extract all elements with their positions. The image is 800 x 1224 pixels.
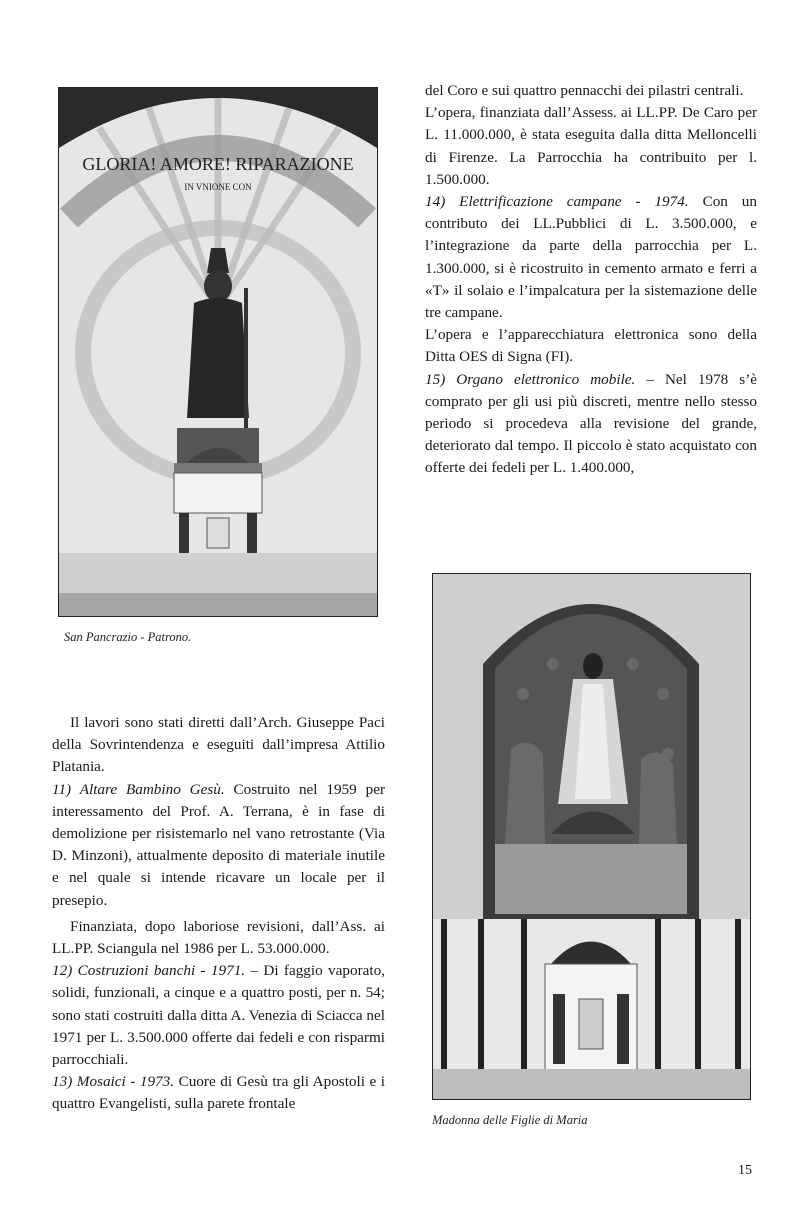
heading-banchi: 12) Costruzioni banchi - 1971. — [52, 962, 246, 980]
paragraph-opera-oes: L’opera e l’apparecchiatura elettronica sono della Ditta OES di Signa (FI). — [425, 326, 757, 366]
right-column-text — [425, 80, 757, 480]
heading-elettrificazione: 14) Elettrificazione campane - 1974. — [425, 193, 689, 211]
paragraph-altare: 11) Altare Bambino Gesù. Costruito nel 1959 per interessamento del Prof. A. Terrana, è in fase di demolizione per risistemarlo nel vano retrostante (Via D. Minzoni), attualmente deposito di materiale inutile e nel quale si intende ricavare un locale per il presepio. — [52, 780, 386, 909]
arch-subinscription: IN VNIONE CON — [184, 182, 252, 192]
heading-altare: 11) Altare Bambino Gesù. — [52, 780, 225, 798]
photo-madonna — [432, 573, 751, 1100]
paragraph-coro: del Coro e sui quattro pennacchi dei pilastri centrali. — [425, 82, 744, 99]
caption-san-pancrazio: San Pancrazio - Patrono. — [64, 630, 192, 644]
page-number: 15 — [738, 1163, 752, 1178]
paragraph-lavori: Il lavori sono stati diretti dall’Arch. Giuseppe Paci della Sovrintendenza e eseguiti dall’impresa Attilio Platania. — [52, 714, 385, 776]
paragraph-banchi: 12) Costruzioni banchi - 1971. – Di faggio vaporato, solidi, funzionali, a cinque e a quattro posti, per n. 54; sono stati costruiti dalla ditta A. Venezia di Sciacca nel 1971 per L. 3.500.000 offerte dai fedeli e con risparmi parrocchiali. — [52, 962, 385, 1069]
paragraph-elettrificazione: 14) Elettrificazione campane - 1974. Con un contributo dei LL.Pubblici di L. 3.500.000, e l’integrazione da parte della parrocchia per L. 1.300.000, si è ricostruito in cemento armato e ferri a «T» il solaio e l’impalcatura per la sistemazione delle tre campane. — [425, 193, 757, 322]
san-pancrazio-image — [59, 88, 377, 616]
caption-madonna: Madonna delle Figlie di Maria — [432, 1113, 588, 1127]
left-column-text — [52, 712, 385, 1116]
heading-organo: 15) Organo elettronico mobile. — [425, 370, 636, 388]
paragraph-organo: 15) Organo elettronico mobile. – Nel 1978 s’è comprato per gli usi più discreti, mentre nello stesso periodo si procedeva alla revisione del grande, deteriorato dal tempo. Il piccolo è stato acquistato con offerte dei fedeli per L. 1.400.000, — [425, 370, 758, 477]
arch-inscription: GLORIA! AMORE! RIPARAZIONE — [82, 154, 354, 174]
paragraph-opera-finanziata: L’opera, finanziata dall’Assess. ai LL.PP. De Caro per L. 11.000.000, è stata eseguita dalla ditta Melloncelli di Firenze. La Parrocchia ha contribuito per l. 1.500.000. — [425, 104, 757, 188]
heading-mosaici: 13) Mosaici - 1973. — [52, 1073, 175, 1091]
photo-san-pancrazio — [58, 87, 378, 617]
madonna-image — [433, 574, 750, 1099]
paragraph-finanziata: Finanziata, dopo laboriose revisioni, dall’Ass. ai LL.PP. Sciangula nel 1986 per L. 53.000.000. — [52, 917, 385, 958]
paragraph-mosaici: 13) Mosaici - 1973. Cuore di Gesù tra gli Apostoli e i quattro Evangelisti, sulla parete frontale — [52, 1073, 385, 1113]
